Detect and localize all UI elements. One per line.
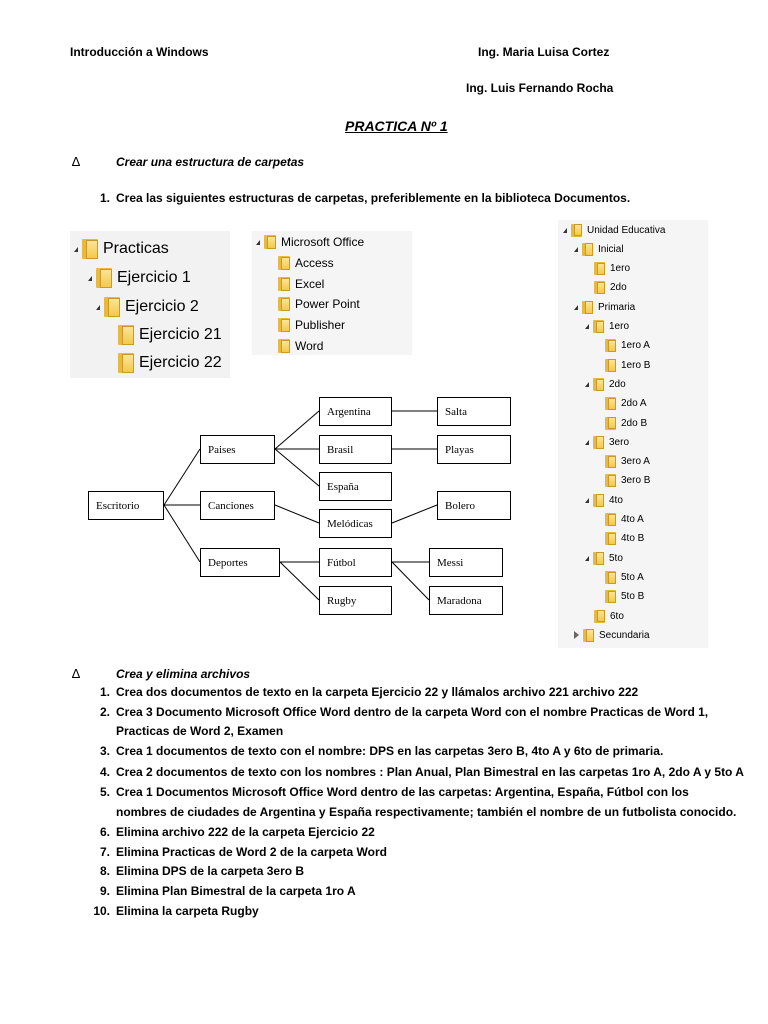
diagram-node-argentina: Argentina	[319, 397, 392, 426]
diagram-node-playas: Playas	[437, 435, 511, 464]
teacher-1: Ing. Maria Luisa Cortez	[478, 45, 610, 59]
section-heading-files: Crea y elimina archivos	[116, 667, 251, 681]
list-item-continuation: Practicas de Word 2, Examen	[116, 724, 284, 738]
list-item: Elimina Practicas de Word 2 de la carpeta Word	[116, 845, 387, 859]
diagram-node-brasil: Brasil	[319, 435, 392, 464]
tree-node-label: 4to B	[621, 533, 645, 545]
list-number: 1.	[99, 685, 110, 699]
list-number: 6.	[99, 825, 110, 839]
tree-node-label: 4to A	[621, 514, 644, 525]
diagram-node-maradona: Maradona	[429, 586, 503, 615]
tree-node: Access	[278, 254, 334, 272]
diagram-node-escritorio: Escritorio	[88, 491, 164, 520]
list-number: 9.	[99, 884, 110, 898]
list-number: 8.	[99, 864, 110, 878]
page-title: PRACTICA Nº 1	[345, 118, 448, 134]
tree-node-label: 1ero	[609, 321, 630, 332]
tree-node: Microsoft Office	[256, 233, 364, 251]
section-heading-folders: Crear una estructura de carpetas	[116, 155, 305, 169]
diagram-node-bolero: Bolero	[437, 491, 511, 520]
list-item: Crea 2 documentos de texto con los nombres : Plan Anual, Plan Bimestral en las carpetas 1ro A, 2do A y 5to A	[116, 765, 744, 779]
delta-bullet: ∆	[72, 666, 80, 681]
tree-node-label: 3ero A	[621, 456, 650, 468]
diagram-node-canciones: Canciones	[200, 491, 275, 520]
tree-node: Ejercicio 21	[118, 323, 222, 347]
tree-node-label: 1ero A	[621, 340, 650, 352]
diagram-node-futbol: Fútbol	[319, 548, 392, 577]
diagram-node-deportes: Deportes	[200, 548, 280, 577]
tree-node-label: 2do B	[621, 417, 648, 429]
tree-node: Publisher	[278, 316, 345, 334]
list-item: Elimina DPS de la carpeta 3ero B	[116, 864, 305, 878]
tree-node: Word	[278, 337, 323, 355]
tree-node-label: 1ero	[610, 263, 631, 275]
diagram-node-espana: España	[319, 472, 392, 501]
tree-node-label: 4to	[609, 494, 623, 506]
delta-bullet: ∆	[72, 154, 80, 169]
tree-node-label: 2do	[609, 378, 626, 390]
list-number: 5.	[99, 785, 110, 799]
teacher-2: Ing. Luis Fernando Rocha	[466, 81, 614, 95]
course-name: Introducción a Windows	[70, 45, 209, 59]
list-number: 1.	[99, 191, 110, 205]
list-item: Crea las siguientes estructuras de carpetas, preferiblemente en la biblioteca Documentos.	[116, 191, 631, 205]
tree-node-label: 2do A	[621, 398, 647, 410]
diagram-node-paises: Paises	[200, 435, 275, 464]
tree-node: Ejercicio 2	[96, 295, 199, 319]
diagram-node-messi: Messi	[429, 548, 503, 577]
list-number: 2.	[99, 705, 110, 719]
list-item: Elimina Plan Bimestral de la carpeta 1ro A	[116, 884, 356, 898]
tree-node-label: 5to A	[621, 571, 644, 583]
tree-node: Ejercicio 1	[88, 266, 191, 290]
tree-node-label: 1ero B	[621, 359, 651, 371]
tree-node: Excel	[278, 275, 324, 293]
diagram-node-rugby: Rugby	[319, 586, 392, 615]
tree-node-label: 2do	[610, 282, 627, 294]
diagram-node-salta: Salta	[437, 397, 511, 426]
tree-node-label: 6to	[610, 610, 624, 622]
tree-node-label: 3ero B	[621, 475, 651, 487]
tree-node-label: Inicial	[598, 243, 624, 255]
list-number: 3.	[99, 744, 110, 758]
tree-node-label: 5to B	[621, 591, 645, 603]
tree-node-label: Secundaria	[599, 629, 650, 641]
list-item: Elimina archivo 222 de la carpeta Ejercicio 22	[116, 825, 375, 839]
list-item: Elimina la carpeta Rugby	[116, 904, 259, 918]
list-item: Crea dos documentos de texto en la carpeta Ejercicio 22 y llámalos archivo 221 archivo 222	[116, 685, 639, 699]
tree-node-label: Primaria	[598, 301, 636, 313]
tree-node: Power Point	[278, 295, 360, 313]
list-number: 4.	[99, 765, 110, 779]
list-item: Crea 1 documentos de texto con el nombre: DPS en las carpetas 3ero B, 4to A y 6to de primaria.	[116, 744, 664, 758]
list-item-continuation: nombres de ciudades de Argentina y España respectivamente; también el nombre de un futbolista conocido.	[116, 805, 737, 819]
list-item: Crea 1 Documentos Microsoft Office Word dentro de las carpetas: Argentina, España, Fútbol con los	[116, 785, 689, 799]
tree-node: Practicas	[74, 237, 169, 261]
tree-node-label: Unidad Educativa	[587, 224, 666, 236]
list-number: 7.	[99, 845, 110, 859]
tree-node-label: 3ero	[609, 436, 630, 448]
tree-node: Ejercicio 22	[118, 351, 222, 375]
diagram-node-melodicas: Melódicas	[319, 509, 392, 538]
list-number: 10.	[93, 904, 110, 918]
list-item: Crea 3 Documento Microsoft Office Word dentro de la carpeta Word con el nombre Practicas de Word 1,	[116, 705, 709, 719]
tree-node-label: 5to	[609, 552, 623, 564]
